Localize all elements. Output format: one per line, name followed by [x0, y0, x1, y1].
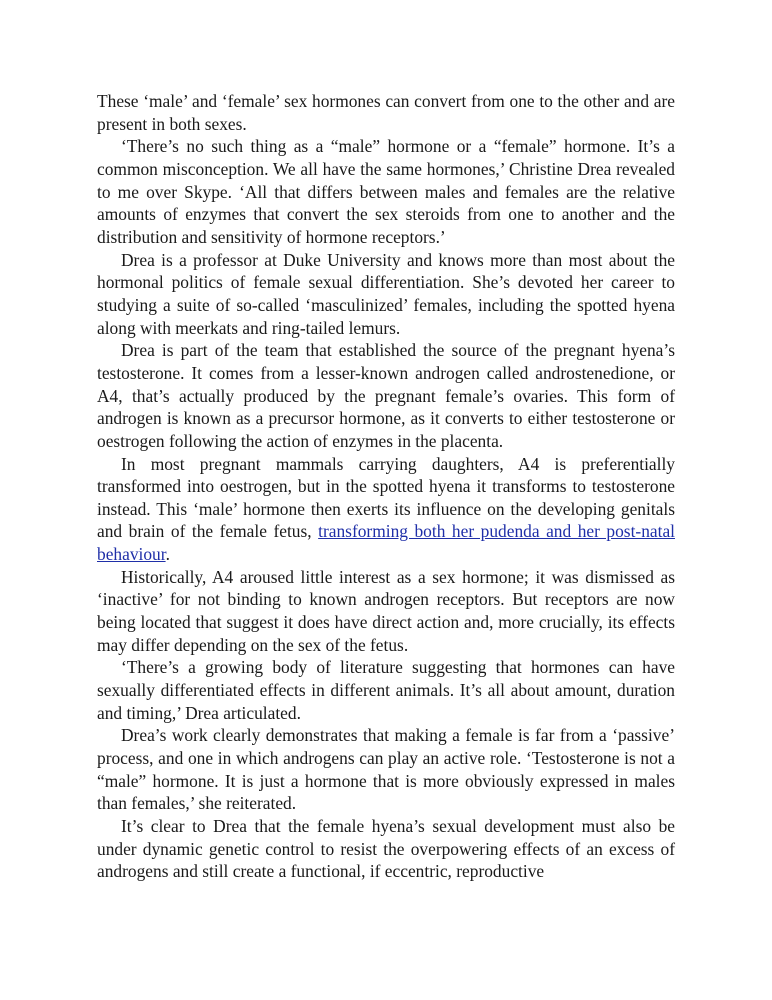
paragraph-9: It’s clear to Drea that the female hyena’s sexual development must also be under dynamic genetic control to resist the overpowering effects of an excess of androgens and still create a functional, if eccentric, reproductive — [97, 816, 675, 882]
paragraph-4: Drea is part of the team that established the source of the pregnant hyena’s testosterone. It comes from a lesser-known androgen called androstenedione, or A4, that’s actually produced by the pregnant female’s ovaries. This form of androgen is known as a precursor hormone, as it converts to either testosterone or oestrogen following the action of enzymes in the placenta. — [97, 340, 675, 451]
paragraph-5-text-after: . — [165, 544, 170, 565]
paragraph-7: ‘There’s a growing body of literature suggesting that hormones can have sexually differentiated effects in different animals. It’s all about amount, duration and timing,’ Drea articulated. — [97, 657, 675, 723]
paragraph-6: Historically, A4 aroused little interest as a sex hormone; it was dismissed as ‘inactive’ for not binding to known androgen receptors. But receptors are now being located that suggest it does have direct action and, more crucially, its effects may differ depending on the sex of the fetus. — [97, 566, 675, 655]
paragraph-5-text-before: In most pregnant mammals carrying daughters, A4 is preferentially transformed into oestrogen, but in the spotted hyena it transforms to testosterone instead. This ‘male’ hormone then exerts its influence on the developing genitals and brain of the female fetus, — [97, 453, 675, 542]
paragraph-1: These ‘male’ and ‘female’ sex hormones can convert from one to the other and are present in both sexes. — [97, 91, 675, 134]
behaviour-link[interactable]: transforming both her pudenda and her post-natal behaviour — [97, 521, 675, 565]
paragraph-3: Drea is a professor at Duke University and knows more than most about the hormonal politics of female sexual differentiation. She’s devoted her career to studying a suite of so-called ‘masculinized’ females, including the spotted hyena along with meerkats and ring-tailed lemurs. — [97, 249, 675, 338]
paragraph-8: Drea’s work clearly demonstrates that making a female is far from a ‘passive’ process, and one in which androgens can play an active role. ‘Testosterone is not a “male” hormone. It is just a hormone that is more obviously expressed in males than females,’ she reiterated. — [97, 725, 675, 814]
document-page — [97, 90, 675, 883]
paragraph-2: ‘There’s no such thing as a “male” hormone or a “female” hormone. It’s a common misconception. We all have the same hormones,’ Christine Drea revealed to me over Skype. ‘All that differs between males and females are the relative amounts of enzymes that convert the sex steroids from one to another and the distribution and sensitivity of hormone receptors.’ — [97, 136, 675, 247]
paragraph-5 — [97, 453, 675, 566]
